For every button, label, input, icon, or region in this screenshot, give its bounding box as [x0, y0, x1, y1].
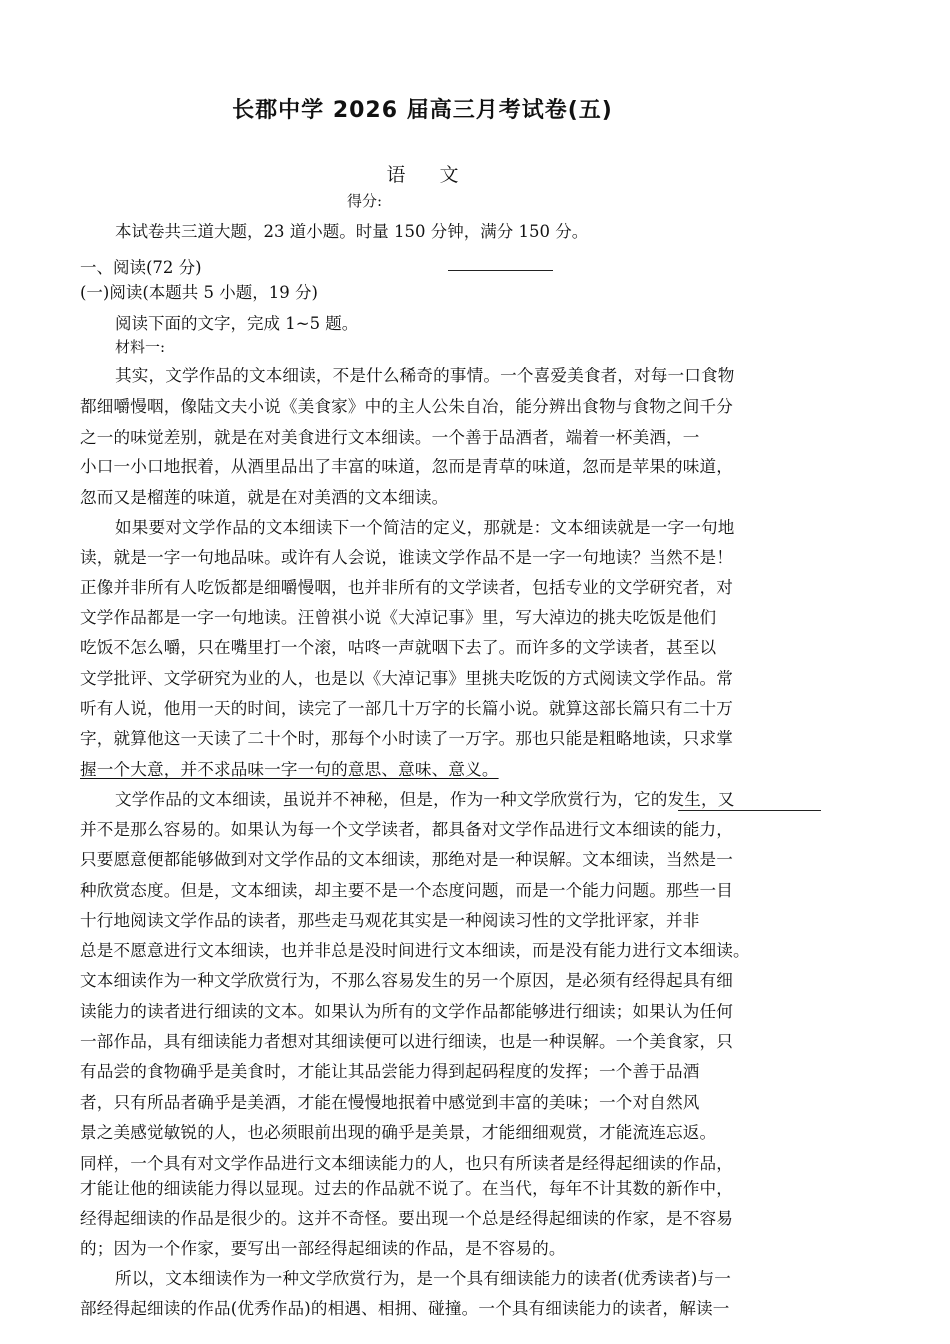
- text-line: 的；因为一个作家，要写出一部经得起细读的作品，是不容易的。: [80, 1239, 566, 1258]
- text-line: 文学批评、文学研究为业的人，也是以《大淖记事》里挑夫吃饭的方式阅读文学作品。常: [80, 669, 734, 688]
- subsection-heading: (一)阅读(本题共 5 小题，19 分): [80, 283, 318, 302]
- text-line: 者，只有所品者确乎是美酒，才能在慢慢地抿着中感觉到丰富的美味；一个对自然风: [80, 1093, 700, 1112]
- text-line: 十行地阅读文学作品的读者，那些走马观花其实是一种阅读习性的文学批评家，并非: [80, 911, 700, 930]
- exam-title: 长郡中学 2026 届高三月考试卷(五): [232, 98, 613, 123]
- subject-label: 语 文: [386, 164, 459, 186]
- text-line: 总是不愿意进行文本细读，也并非总是没时间进行文本细读，而是没有能力进行文本细读。: [80, 941, 750, 960]
- text-line: 文学作品的文本细读，虽说并不神秘，但是，作为一种文学欣赏行为，它的发生，又: [115, 790, 735, 809]
- section-heading: 一、阅读(72 分): [80, 258, 202, 277]
- reading-instruction: 阅读下面的文字，完成 1~5 题。: [115, 314, 359, 333]
- text-line: 如果要对文学作品的文本细读下一个简洁的定义，那就是：文本细读就是一字一句地: [115, 518, 735, 537]
- text-line: 之一的味觉差别，就是在对美食进行文本细读。一个善于品酒者，端着一杯美酒，一: [80, 428, 700, 447]
- text-line: 字，就算他这一天读了二十个时，那每个小时读了一万字。那也只能是粗略地读，只求掌: [80, 729, 734, 748]
- text-line: 文本细读作为一种文学欣赏行为，不那么容易发生的另一个原因，是必须有经得起具有细: [80, 971, 734, 990]
- text-line: 都细嚼慢咽，像陆文夫小说《美食家》中的主人公朱自冶，能分辨出食物与食物之间千分: [80, 397, 734, 416]
- text-line: 经得起细读的作品是很少的。这并不奇怪。要出现一个总是经得起细读的作家，是不容易: [80, 1209, 734, 1228]
- underline-rule: [678, 810, 821, 811]
- text-line: 部经得起细读的作品(优秀作品)的相遇、相拥、碰撞。一个具有细读能力的读者，解读一: [80, 1299, 730, 1318]
- text-line: 种欣赏态度。但是，文本细读，却主要不是一个态度问题，而是一个能力问题。那些一目: [80, 881, 734, 900]
- text-line: 读能力的读者进行细读的文本。如果认为所有的文学作品都能够进行细读；如果认为任何: [80, 1002, 734, 1021]
- text-line: 并不是那么容易的。如果认为每一个文学读者，都具备对文学作品进行文本细读的能力，: [80, 820, 734, 839]
- text-line: 景之美感觉敏锐的人，也必须眼前出现的确乎是美景，才能细细观赏，才能流连忘返。: [80, 1123, 717, 1142]
- score-blank-line: [448, 270, 553, 271]
- text-line: 正像并非所有人吃饭都是细嚼慢咽，也并非所有的文学读者，包括专业的文学研究者，对: [80, 578, 734, 597]
- text-line: 只要愿意便都能够做到对文学作品的文本细读，那绝对是一种误解。文本细读，当然是一: [80, 850, 734, 869]
- text-line: 一部作品，具有细读能力者想对其细读便可以进行细读，也是一种误解。一个美食家，只: [80, 1032, 734, 1051]
- text-line: 有品尝的食物确乎是美食时，才能让其品尝能力得到起码程度的发挥；一个善于品酒: [80, 1062, 700, 1081]
- text-line: 才能让他的细读能力得以显现。过去的作品就不说了。在当代，每年不计其数的新作中，: [80, 1179, 734, 1198]
- text-line: 听有人说，他用一天的时间，读完了一部几十万字的长篇小说。就算这部长篇只有二十万: [80, 699, 734, 718]
- text-line: 吃饭不怎么嚼，只在嘴里打一个滚，咕咚一声就咽下去了。而许多的文学读者，甚至以: [80, 638, 717, 657]
- text-line: 所以，文本细读作为一种文学欣赏行为，是一个具有细读能力的读者(优秀读者)与一: [115, 1269, 732, 1288]
- text-line: 文学作品都是一字一句地读。汪曾祺小说《大淖记事》里，写大淖边的挑夫吃饭是他们: [80, 608, 717, 627]
- material-label: 材料一:: [115, 338, 166, 356]
- underlined-text-line: 握一个大意，并不求品味一字一句的意思、意味、意义。: [80, 760, 499, 779]
- text-line: 小口一小口地抿着，从酒里品出了丰富的味道，忽而是青草的味道，忽而是苹果的味道，: [80, 457, 734, 476]
- exam-intro: 本试卷共三道大题，23 道小题。时量 150 分钟，满分 150 分。: [115, 222, 589, 241]
- text-line: 读，就是一字一句地品味。或许有人会说，谁读文学作品不是一字一句地读？当然不是！: [80, 548, 734, 567]
- text-line: 同样，一个具有对文学作品进行文本细读能力的人，也只有所读者是经得起细读的作品，: [80, 1154, 734, 1173]
- score-label: 得分:: [347, 192, 383, 210]
- text-line: 忽而又是榴莲的味道，就是在对美酒的文本细读。: [80, 488, 449, 507]
- text-line: 其实，文学作品的文本细读，不是什么稀奇的事情。一个喜爱美食者，对每一口食物: [115, 366, 735, 385]
